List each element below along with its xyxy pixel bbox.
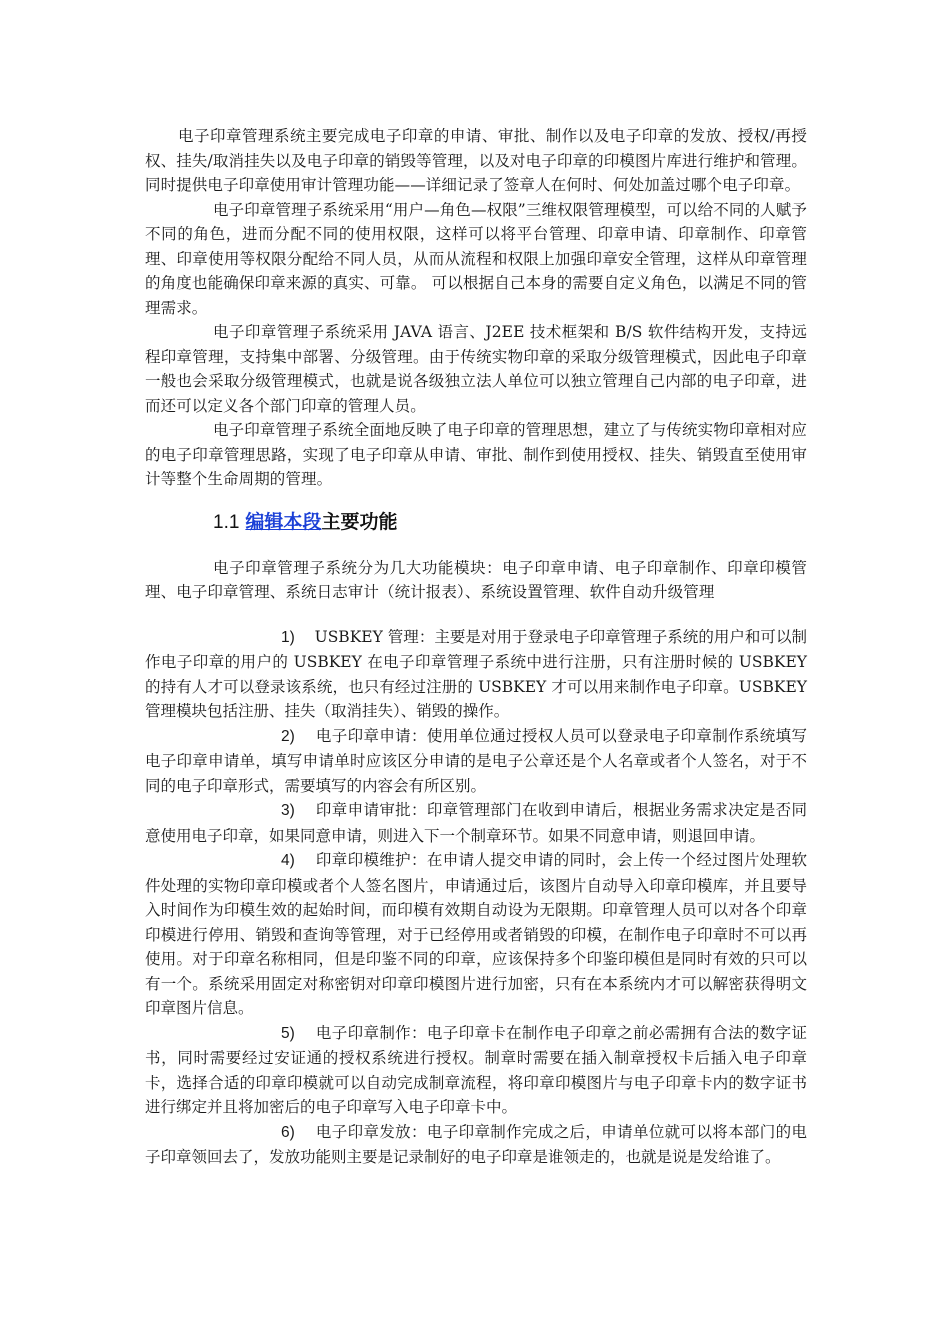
item-text: 电子印章发放：电子印章制作完成之后，申请单位就可以将本部门的电子印章领回去了，发放功能则主要是记录制好的电子印章是谁领走的，也就是说是发给谁了。 — [145, 1122, 807, 1166]
item-number: 1) — [281, 628, 295, 646]
edit-section-link[interactable]: 编辑本段 — [245, 511, 322, 533]
document-page — [145, 124, 807, 1170]
list-item — [145, 1120, 807, 1170]
item-text: 印章印模维护：在申请人提交申请的同时，会上传一个经过图片处理软件处理的实物印章印模或者个人签名图片，申请通过后，该图片自动导入印章印模库，并且要导入时间作为印模生效的起始时间，而印模有效期自动设为无限期。印章管理人员可以对各个印章印模进行停用、销毁和查询等管理，对于已经停用或者销毁的印模，在制作电子印章时不可以再使用。对于印章名称相同，但是印鉴不同的印章，应该保持多个印鉴印模但是同时有效的只可以有一个。系统采用固定对称密钥对印章印模图片进行加密，只有在本系统内才可以解密获得明文印章图片信息。 — [145, 851, 807, 1017]
item-number: 2) — [281, 727, 295, 745]
item-number: 5) — [281, 1024, 295, 1042]
spacer — [145, 605, 807, 625]
list-item — [145, 848, 807, 1021]
item-text: 电子印章制作：电子印章卡在制作电子印章之前必需拥有合法的数字证书，同时需要经过安证通的授权系统进行授权。制章时需要在插入制章授权卡后插入电子印章卡，选择合适的印章印模就可以自动完成制章流程，将印章印模图片与电子印章卡内的数字证书进行绑定并且将加密后的电子印章写入电子印章卡中。 — [145, 1023, 807, 1116]
item-text: USBKEY 管理：主要是对用于登录电子印章管理子系统的用户和可以制作电子印章的用户的 USBKEY 在电子印章管理子系统中进行注册，只有注册时候的 USBKEY 的持有人才可以登录该系统，也只有经过注册的 USBKEY 才可以用来制作电子印章。USBKEY 管理模块包括注册、挂失（取消挂失）、销毁的操作。 — [145, 627, 807, 720]
intro-paragraph-3: 电子印章管理子系统采用 JAVA 语言、J2EE 技术框架和 B/S 软件结构开发，支持远程印章管理，支持集中部署、分级管理。由于传统实物印章的采取分级管理模式，因此电子印章一般也会采取分级管理模式，也就是说各级独立法人单位可以独立管理自己内部的电子印章，进而还可以定义各个部门印章的管理人员。 — [145, 323, 807, 415]
section-title: 主要功能 — [321, 511, 398, 533]
list-item — [145, 1021, 807, 1120]
list-item — [145, 724, 807, 799]
list-item — [145, 798, 807, 848]
item-text: 印章申请审批：印章管理部门在收到申请后，根据业务需求决定是否同意使用电子印章，如果同意申请，则进入下一个制章环节。如果不同意申请，则退回申请。 — [145, 801, 807, 845]
item-number: 3) — [281, 802, 295, 819]
item-number: 6) — [281, 1123, 295, 1141]
modules-intro-paragraph: 电子印章管理子系统分为几大功能模块：电子印章申请、电子印章制作、印章印模管理、电子印章管理、系统日志审计（统计报表）、系统设置管理、软件自动升级管理 — [145, 558, 807, 601]
section-heading — [145, 506, 807, 540]
spacer — [145, 540, 807, 556]
intro-paragraph-1: 电子印章管理系统主要完成电子印章的申请、审批、制作以及电子印章的发放、授权/再授权、挂失/取消挂失以及电子印章的销毁等管理，以及对电子印章的印模图片库进行维护和管理。同时提供电子印章使用审计管理功能——详细记录了签章人在何时、何处加盖过哪个电子印章。 — [145, 127, 807, 194]
intro-paragraph-4: 电子印章管理子系统全面地反映了电子印章的管理思想，建立了与传统实物印章相对应的电子印章管理思路，实现了电子印章从申请、审批、制作到使用授权、挂失、销毁直至使用审计等整个生命周期的管理。 — [145, 421, 807, 488]
section-number: 1.1 — [213, 511, 240, 533]
list-item — [145, 625, 807, 724]
item-number: 4) — [281, 852, 295, 869]
item-text: 电子印章申请：使用单位通过授权人员可以登录电子印章制作系统填写电子印章申请单，填写申请单时应该区分申请的是电子公章还是个人名章或者个人签名，对于不同的电子印章形式，需要填写的内容会有所区别。 — [145, 726, 807, 795]
intro-paragraph-2: 电子印章管理子系统采用“用户—角色—权限”三维权限管理模型，可以给不同的人赋予不同的角色，进而分配不同的使用权限，这样可以将平台管理、印章申请、印章制作、印章管理、印章使用等权限分配给不同人员，从而从流程和权限上加强印章安全管理，这样从印章管理的角度也能确保印章来源的真实、可靠。 可以根据自己本身的需要自定义角色，以满足不同的管理需求。 — [145, 200, 807, 317]
